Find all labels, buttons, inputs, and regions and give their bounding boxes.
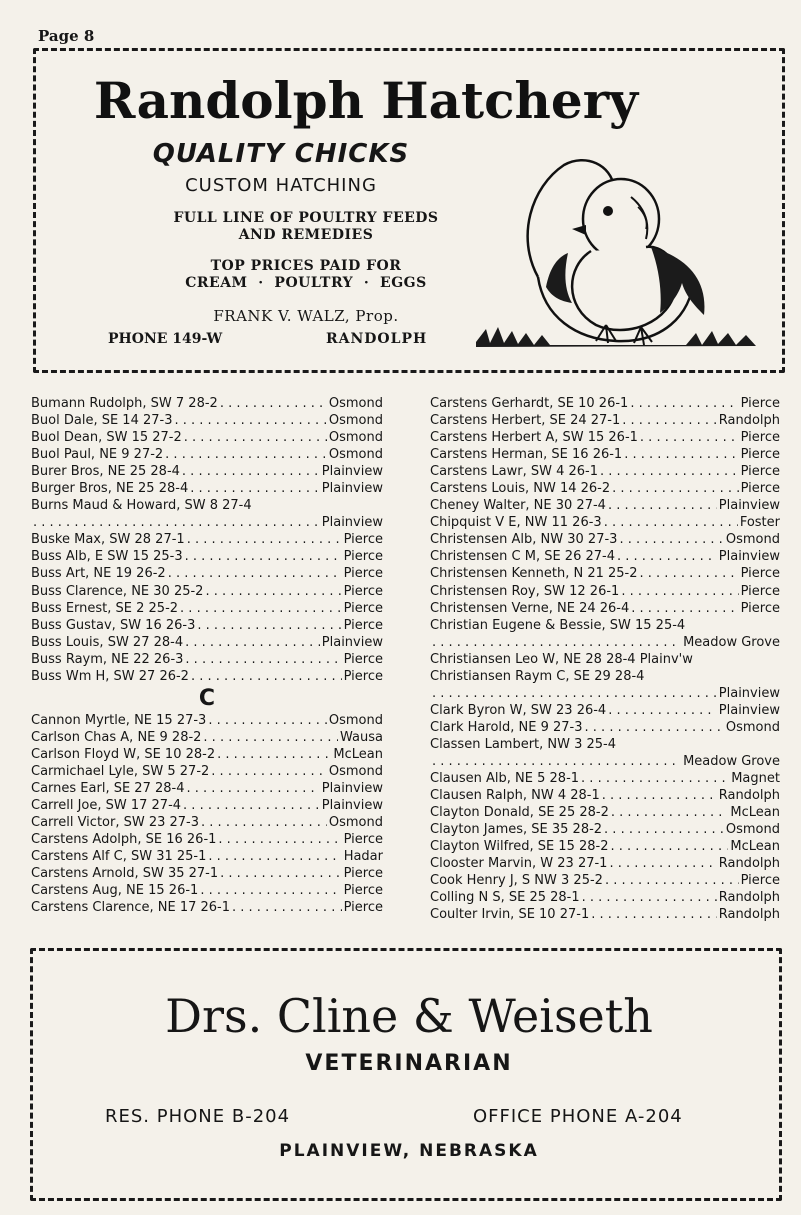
leader-dots [186, 780, 319, 797]
hatchery-title: Randolph Hatchery [93, 71, 639, 130]
entry-town: Osmond [328, 396, 383, 411]
entry-name: Buss Ernest, SE 2 25-2 [31, 600, 179, 616]
entry-name: Christiansen Raym C, SE 29 28-4 [430, 668, 645, 684]
entry-town: Pierce [343, 883, 383, 899]
directory-entry [31, 531, 383, 548]
leader-dots [585, 719, 724, 736]
entry-name: Christensen Kenneth, N 21 25-2 [430, 566, 638, 582]
hatchery-service: CUSTOM HATCHING [185, 175, 377, 196]
directory-entry [31, 600, 383, 617]
leader-dots [604, 821, 724, 838]
leader-dots [220, 865, 341, 882]
directory-left-column [31, 395, 383, 916]
leader-dots [187, 531, 342, 548]
entry-town: Pierce [740, 464, 780, 480]
leader-dots [582, 889, 717, 906]
vet-subtitle: VETERINARIAN [305, 1051, 513, 1076]
leader-dots [608, 702, 717, 719]
leader-dots [174, 412, 326, 429]
directory-entry [31, 446, 383, 463]
directory-entry [31, 780, 383, 797]
leader-dots [217, 746, 331, 763]
leader-dots [201, 814, 327, 831]
res-phone: RES. PHONE B-204 [105, 1106, 291, 1127]
directory-entry [31, 882, 383, 899]
entry-town: Foster [739, 515, 780, 531]
entry-town: Meadow Grove [683, 753, 780, 769]
entry-town: McLean [730, 839, 780, 855]
entry-town: Randolph [718, 413, 780, 429]
directory-entry [430, 497, 780, 514]
entry-town: Plainview [321, 515, 383, 531]
entry-town: Pierce [343, 583, 383, 599]
entry-name: Chipquist V E, NW 11 26-3 [430, 515, 602, 531]
hatchery-phone: PHONE 149-W [108, 331, 223, 347]
entry-name: Christian Eugene & Bessie, SW 15 25-4 [430, 617, 686, 633]
directory-entry [31, 412, 383, 429]
entry-name: Clayton Donald, SE 25 28-2 [430, 805, 609, 821]
directory-entry [31, 668, 383, 685]
entry-name: Buol Dean, SW 15 27-2 [31, 430, 182, 446]
entry-name: Clayton Wilfred, SE 15 28-2 [430, 839, 609, 855]
entry-town: Pierce [343, 651, 383, 667]
entry-town: Osmond [328, 413, 383, 429]
directory-entry [31, 848, 383, 865]
entry-name: Carlson Chas A, NE 9 28-2 [31, 729, 202, 745]
entry-town: Pierce [740, 583, 780, 599]
directory-entry [31, 651, 383, 668]
leader-dots [197, 617, 341, 634]
entry-name: Clausen Ralph, NW 4 28-1 [430, 788, 600, 804]
entry-name: Bumann Rudolph, SW 7 28-2 [31, 396, 218, 411]
entry-town: Osmond [328, 430, 383, 446]
entry-town: Pierce [343, 532, 383, 548]
leader-dots [203, 729, 338, 746]
leader-dots [185, 548, 342, 565]
entry-town: McLean [333, 746, 383, 762]
directory-entry [31, 565, 383, 582]
directory-entry [31, 899, 383, 916]
leader-dots [581, 770, 729, 787]
directory-entry [430, 906, 780, 923]
entry-town: Plainview [718, 498, 780, 514]
entry-town: Pierce [740, 481, 780, 497]
entry-town: Pierce [740, 600, 780, 616]
entry-name: Colling N S, SE 25 28-1 [430, 890, 580, 906]
hatchery-advertisement [33, 48, 785, 373]
leader-dots [432, 685, 717, 702]
entry-name: Christensen Verne, NE 24 26-4 [430, 600, 630, 616]
entry-name: Christensen Alb, NW 30 27-3 [430, 532, 618, 548]
entry-town: Plainview [321, 481, 383, 497]
hatchery-tagline: QUALITY CHICKS [152, 139, 410, 169]
directory-entry [31, 480, 383, 497]
entry-name: Cook Henry J, S NW 3 25-2 [430, 873, 603, 889]
entry-name: Buss Clarence, NE 30 25-2 [31, 583, 204, 599]
leader-dots [183, 797, 320, 814]
prices-line-1: TOP PRICES PAID FOR [210, 258, 402, 274]
entry-name: Christiansen Leo W, NE 28 28-4 Plainv'w [430, 651, 693, 667]
leader-dots [205, 583, 341, 600]
leader-dots [185, 651, 341, 668]
directory-entry [430, 463, 780, 480]
leader-dots [617, 548, 717, 565]
entry-name: Carrell Joe, SW 17 27-4 [31, 798, 182, 814]
directory-entry [430, 600, 780, 617]
leader-dots [165, 446, 327, 463]
directory-entry [430, 889, 780, 906]
leader-dots [622, 412, 716, 429]
entry-name: Carstens Arnold, SW 35 27-1 [31, 866, 219, 882]
prices-line-2: CREAM · POULTRY · EGGS [185, 275, 427, 291]
entry-town: McLean [730, 805, 780, 821]
directory-entry [31, 548, 383, 565]
directory-entry [430, 872, 780, 889]
directory-entry [31, 814, 383, 831]
leader-dots [184, 429, 327, 446]
directory-entry [430, 583, 780, 600]
leader-dots [33, 514, 320, 531]
entry-town: Osmond [328, 815, 383, 831]
directory-entry [430, 395, 780, 412]
entry-town: Randolph [718, 788, 780, 804]
entry-town: Pierce [740, 396, 780, 411]
entry-name: Burns Maud & Howard, SW 8 27-4 [31, 498, 252, 514]
entry-name: Carstens Herbert, SE 24 27-1 [430, 413, 621, 429]
leader-dots [600, 463, 739, 480]
directory-entry [430, 429, 780, 446]
entry-town: Randolph [718, 907, 780, 923]
entry-town: Pierce [343, 566, 383, 582]
entry-town: Pierce [740, 430, 780, 446]
entry-name: Clark Harold, NE 9 27-3 [430, 719, 583, 735]
directory-entry [430, 412, 780, 429]
entry-town: Randolph [718, 890, 780, 906]
entry-name: Burer Bros, NE 25 28-4 [31, 464, 180, 480]
entry-town: Plainview [718, 549, 780, 565]
leader-dots [191, 668, 342, 685]
entry-town: Plainview [718, 685, 780, 701]
leader-dots [168, 565, 342, 582]
directory-entry [430, 787, 780, 804]
directory-entry [430, 821, 780, 838]
entry-name: Carstens Aug, NE 15 26-1 [31, 883, 199, 899]
directory-entry [31, 429, 383, 446]
leader-dots [208, 712, 327, 729]
directory-entry [31, 463, 383, 480]
directory-entry [430, 685, 780, 702]
proprietor: FRANK V. WALZ, Prop. [213, 307, 399, 325]
directory-entry [31, 712, 383, 729]
entry-name: Carlson Floyd W, SE 10 28-2 [31, 746, 216, 762]
directory-entry [31, 497, 383, 514]
directory-entry [31, 831, 383, 848]
directory-entry [430, 565, 780, 582]
entry-name: Burger Bros, NE 25 28-4 [31, 481, 189, 497]
entry-town: Plainview [321, 464, 383, 480]
entry-town: Osmond [328, 447, 383, 463]
entry-town: Plainview [321, 634, 383, 650]
entry-name: Christensen Roy, SW 12 26-1 [430, 583, 620, 599]
entry-name: Carstens Herbert A, SW 15 26-1 [430, 430, 638, 446]
entry-name: Carmichael Lyle, SW 5 27-2 [31, 763, 210, 779]
directory-entry [430, 855, 780, 872]
page-number: Page 8 [38, 27, 95, 45]
entry-name: Carrell Victor, SW 23 27-3 [31, 815, 200, 831]
leader-dots [612, 480, 738, 497]
directory-entry [31, 395, 383, 412]
entry-town: Pierce [740, 873, 780, 889]
entry-name: Buss Wm H, SW 27 26-2 [31, 668, 189, 684]
entry-town: Magnet [731, 771, 780, 787]
entry-town: Meadow Grove [683, 634, 780, 650]
entry-town: Pierce [343, 668, 383, 684]
directory-entry [430, 719, 780, 736]
entry-name: Carstens Alf C, SW 31 25-1 [31, 849, 207, 865]
directory-entry [430, 753, 780, 770]
entry-name: Buss Louis, SW 27 28-4 [31, 634, 184, 650]
leader-dots [619, 531, 723, 548]
leader-dots [602, 787, 717, 804]
entry-name: Carstens Adolph, SE 16 26-1 [31, 832, 217, 848]
entry-name: Carstens Gerhardt, SE 10 26-1 [430, 396, 629, 411]
entry-town: Osmond [725, 822, 780, 838]
leader-dots [218, 831, 341, 848]
entry-town: Wausa [340, 729, 383, 745]
entry-town: Plainview [321, 780, 383, 796]
leader-dots [180, 600, 342, 617]
directory-entry [430, 770, 780, 787]
entry-name: Buss Alb, E SW 15 25-3 [31, 549, 183, 565]
entry-name: Clark Byron W, SW 23 26-4 [430, 702, 607, 718]
directory-entry [430, 480, 780, 497]
leader-dots [630, 395, 738, 412]
entry-name: Carstens Clarence, NE 17 26-1 [31, 900, 231, 916]
entry-town: Pierce [740, 566, 780, 582]
leader-dots [432, 753, 681, 770]
directory-entry [430, 514, 780, 531]
entry-town: Pierce [343, 549, 383, 565]
leader-dots [621, 583, 738, 600]
leader-dots [220, 395, 327, 412]
entry-name: Carstens Herman, SE 16 26-1 [430, 447, 623, 463]
leader-dots [182, 463, 320, 480]
entry-town: Hadar [343, 849, 383, 865]
feeds-line-1: FULL LINE OF POULTRY FEEDS [173, 210, 439, 226]
entry-name: Carstens Louis, NW 14 26-2 [430, 481, 611, 497]
directory-entry [31, 729, 383, 746]
entry-name: Buske Max, SW 28 27-1 [31, 532, 185, 548]
entry-name: Clayton James, SE 35 28-2 [430, 822, 603, 838]
leader-dots [640, 565, 739, 582]
leader-dots [190, 480, 320, 497]
leader-dots [608, 497, 717, 514]
entry-name: Buss Art, NE 19 26-2 [31, 566, 166, 582]
directory-entry [430, 651, 780, 668]
entry-town: Pierce [343, 900, 383, 916]
directory-entry [31, 865, 383, 882]
entry-name: Christensen C M, SE 26 27-4 [430, 549, 615, 565]
leader-dots [624, 446, 738, 463]
directory-entry [31, 583, 383, 600]
leader-dots [605, 872, 739, 889]
entry-name: Carstens Lawr, SW 4 26-1 [430, 464, 598, 480]
directory-entry [430, 736, 780, 753]
directory-right-column [430, 395, 780, 923]
office-phone: OFFICE PHONE A-204 [473, 1106, 683, 1127]
directory-entry [430, 531, 780, 548]
entry-town: Plainview [718, 702, 780, 718]
leader-dots [591, 906, 717, 923]
directory-entry [430, 446, 780, 463]
chick-hatching-from-egg-icon [446, 147, 776, 352]
leader-dots [432, 634, 681, 651]
entry-town: Pierce [343, 866, 383, 882]
section-letter: C [198, 685, 216, 711]
entry-name: Coulter Irvin, SE 10 27-1 [430, 907, 590, 923]
entry-town: Pierce [343, 832, 383, 848]
vet-title: Drs. Cline & Weiseth [165, 989, 653, 1043]
entry-town: Plainview [321, 798, 383, 814]
entry-town: Osmond [725, 719, 780, 735]
entry-name: Buol Paul, NE 9 27-2 [31, 447, 164, 463]
entry-name: Carnes Earl, SE 27 28-4 [31, 780, 185, 796]
entry-name: Cannon Myrtle, NE 15 27-3 [31, 712, 207, 728]
leader-dots [609, 855, 716, 872]
directory-entry [430, 634, 780, 651]
directory-entry [31, 514, 383, 531]
entry-name: Clausen Alb, NE 5 28-1 [430, 771, 580, 787]
leader-dots [185, 634, 320, 651]
leader-dots [631, 600, 738, 617]
directory-entry [430, 804, 780, 821]
feeds-line-2: AND REMEDIES [238, 227, 374, 243]
leader-dots [232, 899, 342, 916]
entry-name: Clooster Marvin, W 23 27-1 [430, 856, 608, 872]
directory-entry [430, 668, 780, 685]
directory-entry [430, 548, 780, 565]
directory-entry [31, 634, 383, 651]
leader-dots [640, 429, 739, 446]
entry-town: Pierce [343, 600, 383, 616]
directory-entry [31, 617, 383, 634]
entry-name: Cheney Walter, NE 30 27-4 [430, 498, 606, 514]
leader-dots [208, 848, 341, 865]
entry-town: Pierce [343, 617, 383, 633]
entry-town: Osmond [328, 712, 383, 728]
directory-entry [430, 702, 780, 719]
leader-dots [611, 804, 729, 821]
entry-town: Randolph [718, 856, 780, 872]
entry-town: Pierce [740, 447, 780, 463]
directory-entry [31, 797, 383, 814]
vet-city: PLAINVIEW, NEBRASKA [279, 1141, 539, 1161]
veterinarian-advertisement [30, 948, 782, 1201]
directory-entry [430, 617, 780, 634]
directory-entry [31, 763, 383, 780]
entry-name: Buss Gustav, SW 16 26-3 [31, 617, 196, 633]
entry-town: Osmond [328, 763, 383, 779]
entry-name: Classen Lambert, NW 3 25-4 [430, 736, 617, 752]
directory-entry [31, 746, 383, 763]
entry-name: Buol Dale, SE 14 27-3 [31, 413, 173, 429]
leader-dots [611, 838, 729, 855]
leader-dots [211, 763, 327, 780]
hatchery-town: RANDOLPH [326, 331, 428, 347]
entry-town: Osmond [725, 532, 780, 548]
leader-dots [200, 882, 341, 899]
directory-entry [430, 838, 780, 855]
entry-name: Buss Raym, NE 22 26-3 [31, 651, 184, 667]
leader-dots [604, 514, 738, 531]
